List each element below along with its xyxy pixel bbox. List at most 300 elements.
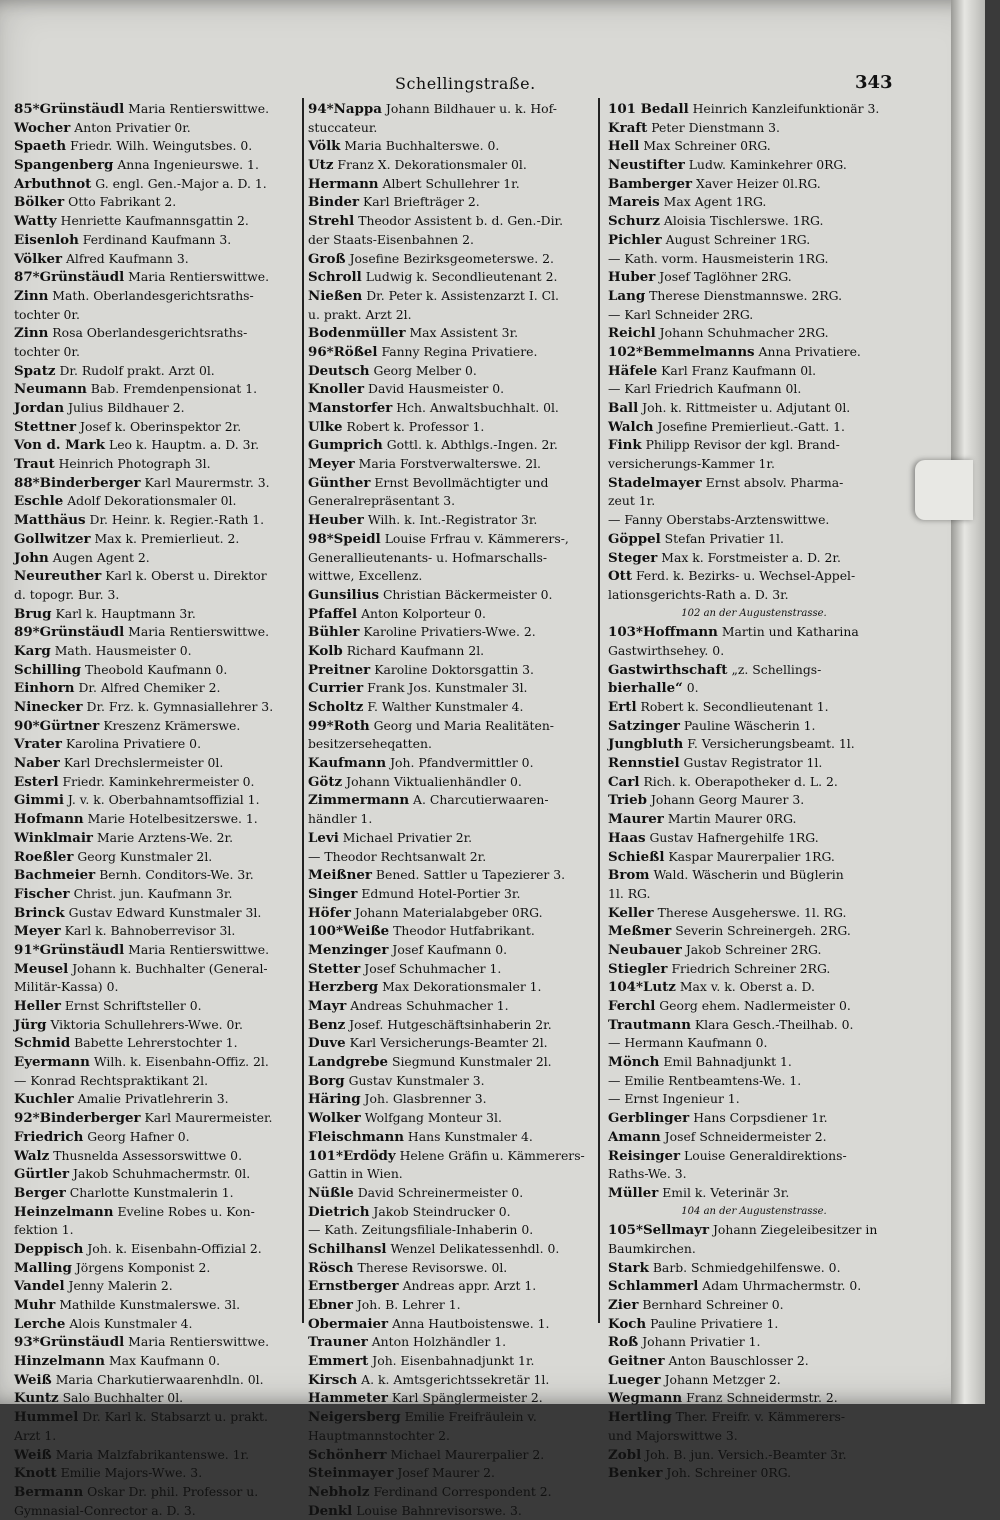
entry-details: Philipp Revisor der kgl. Brand- <box>645 437 840 453</box>
directory-entry <box>608 754 900 773</box>
directory-entry <box>608 661 900 680</box>
directory-entry <box>608 399 900 418</box>
directory-entry <box>14 1446 297 1465</box>
entry-details: Jakob Schreiner 2RG. <box>685 941 822 957</box>
entry-details: Joh. Pfandvermittler 0. <box>390 755 534 771</box>
entry-surname: Carl <box>608 773 640 790</box>
directory-entry <box>308 1184 597 1203</box>
directory-entry <box>14 773 297 792</box>
entry-details: Johann Materialabgeber 0RG. <box>354 904 543 920</box>
directory-entry <box>608 1371 900 1390</box>
entry-surname: 94*Nappa <box>308 101 382 117</box>
directory-entry <box>608 904 900 923</box>
entry-details: Gastwirthsehey. 0. <box>608 642 725 658</box>
entry-details: Gottl. k. Abthlgs.-Ingen. 2r. <box>386 437 558 453</box>
directory-entry <box>14 1277 297 1296</box>
entry-details: — Ernst Ingenieur 1. <box>608 1091 740 1107</box>
entry-details: Max Assistent 3r. <box>409 325 519 341</box>
entry-details: Rosa Oberlandesgerichtsraths- <box>52 325 248 341</box>
entry-details: tochter 0r. <box>14 306 80 322</box>
entry-details: Anna Privatiere. <box>758 343 861 359</box>
entry-surname: Stark <box>608 1259 649 1276</box>
entry-details: Martin und Katharina <box>721 624 859 640</box>
directory-entry <box>308 399 597 418</box>
entry-details: Thusnelda Assessorswittwe 0. <box>53 1147 243 1163</box>
entry-surname: Weiß <box>14 1446 52 1463</box>
directory-entry <box>608 1221 900 1240</box>
directory-entry <box>608 623 900 642</box>
directory-entry <box>308 1446 597 1465</box>
directory-entry <box>14 1109 297 1128</box>
entry-details: Mathilde Kunstmalerswe. 3l. <box>59 1297 241 1312</box>
entry-surname: Ertl <box>608 699 637 715</box>
entry-surname: Strehl <box>308 213 355 230</box>
directory-entry <box>14 1259 297 1278</box>
entry-details: Albert Schullehrer 1r. <box>382 175 520 191</box>
entry-surname: Eyermann <box>14 1054 90 1071</box>
directory-entry <box>308 175 597 194</box>
entry-details: Alfred Kaufmann 3. <box>65 250 189 266</box>
entry-details: — Kath. Zeitungsfiliale-Inhaberin 0. <box>308 1222 534 1238</box>
entry-surname: Keller <box>608 904 654 921</box>
directory-entry <box>308 1090 597 1109</box>
entry-surname: Kaufmann <box>308 755 387 772</box>
directory-entry <box>608 1333 900 1352</box>
entry-surname: Wolker <box>308 1110 361 1127</box>
entry-details: Hans Corpsdiener 1r. <box>693 1110 828 1126</box>
entry-details: Josef Taglöhner 2RG. <box>659 269 792 285</box>
entry-details: Dr. Frz. k. Gymnasiallehrer 3. <box>86 699 274 714</box>
entry-details: Adam Uhrmachermstr. 0. <box>702 1278 862 1294</box>
directory-entry <box>14 287 297 306</box>
entry-details: Charlotte Kunstmalerin 1. <box>69 1184 234 1200</box>
directory-entry <box>14 1296 297 1315</box>
entry-details: Karl k. Hauptmann 3r. <box>55 605 196 621</box>
entry-details: Julius Bildhauer 2. <box>68 400 185 415</box>
entry-surname: Herzberg <box>308 979 379 996</box>
entry-details: Math. Oberlandesgerichtsraths- <box>52 287 254 303</box>
entry-details: besitzerseheqatten. <box>308 736 432 752</box>
directory-entry <box>14 306 297 325</box>
directory-entry <box>608 137 900 156</box>
entry-details: Anna Hautboistenswe. 1. <box>392 1315 550 1331</box>
directory-entry <box>14 1053 297 1072</box>
entry-details: Johann Georg Maurer 3. <box>650 792 805 808</box>
entry-details: Emilie Freifräulein v. <box>404 1409 537 1425</box>
column-divider <box>598 98 600 1323</box>
entry-surname: Gastwirthschaft <box>608 661 728 678</box>
directory-entry <box>608 642 900 661</box>
entry-surname: Huber <box>608 269 656 286</box>
entry-details: Viktoria Schullehrers-Wwe. 0r. <box>50 1016 243 1032</box>
directory-entry <box>608 1389 900 1408</box>
entry-details: A. Charcutierwaaren- <box>413 792 549 808</box>
entry-details: Max Agent 1RG. <box>663 194 767 210</box>
directory-entry <box>308 754 597 773</box>
directory-entry <box>608 250 900 269</box>
directory-entry <box>14 418 297 437</box>
directory-entry <box>608 1090 900 1109</box>
directory-entry <box>608 1128 900 1147</box>
entry-surname: Mönch <box>608 1054 660 1071</box>
entry-details: versicherungs-Kammer 1r. <box>608 456 775 472</box>
entry-details: Karl Franz Kaufmann 0l. <box>661 362 817 378</box>
entry-details: Hch. Anwaltsbuchhalt. 0l. <box>396 400 559 415</box>
entry-details: Max v. k. Oberst a. D. <box>679 979 815 995</box>
directory-entry <box>608 100 900 119</box>
directory-entry <box>608 978 900 997</box>
entry-details: Otto Fabrikant 2. <box>68 194 177 210</box>
entry-surname: 104*Lutz <box>608 979 676 996</box>
directory-entry <box>608 1446 900 1465</box>
entry-details: Hauptmannstochter 2. <box>308 1427 450 1443</box>
directory-entry <box>308 1034 597 1053</box>
directory-entry <box>308 418 597 437</box>
directory-entry <box>308 193 597 212</box>
entry-surname: Karg <box>14 642 51 659</box>
directory-entry <box>608 212 900 231</box>
entry-surname: 88*Binderberger <box>14 474 141 491</box>
directory-entry <box>608 586 900 605</box>
entry-details: Stefan Privatier 1l. <box>664 530 784 546</box>
directory-entry <box>308 1464 597 1483</box>
entry-surname: Fischer <box>14 885 70 902</box>
entry-details: Gustav Edward Kunstmaler 3l. <box>68 904 262 920</box>
entry-surname: Höfer <box>308 904 351 921</box>
entry-details: Andreas Schuhmacher 1. <box>350 998 509 1013</box>
entry-details: Anton Kolporteur 0. <box>361 605 486 621</box>
directory-entry <box>308 904 597 923</box>
entry-details: Karl Maurermeister. <box>144 1110 273 1126</box>
directory-entry <box>308 735 597 754</box>
directory-entry <box>14 586 297 605</box>
entry-details: Gustav Hafnergehilfe 1RG. <box>649 829 819 845</box>
directory-entry <box>308 1333 597 1352</box>
directory-entry <box>608 1352 900 1371</box>
entry-details: Babette Lehrerstochter 1. <box>74 1035 238 1051</box>
entry-details: Max Schreiner 0RG. <box>643 138 771 154</box>
directory-entry <box>608 735 900 754</box>
entry-surname: Manstorfer <box>308 400 393 416</box>
entry-details: Bernh. Conditors-We. 3r. <box>99 867 254 883</box>
entry-surname: Gerblinger <box>608 1110 690 1127</box>
directory-entry <box>14 997 297 1016</box>
entry-details: August Schreiner 1RG. <box>665 231 811 247</box>
directory-entry <box>14 1315 297 1334</box>
directory-entry <box>308 978 597 997</box>
entry-details: Karl Spänglermeister 2. <box>391 1390 543 1406</box>
entry-details: Josef Schuhmacher 1. <box>364 960 502 976</box>
directory-entry <box>14 1090 297 1109</box>
entry-surname: Schroll <box>308 269 362 286</box>
directory-entry <box>608 1147 900 1166</box>
directory-entry <box>308 1408 597 1427</box>
entry-details: Max k. Premierlieut. 2. <box>94 530 240 546</box>
directory-entry <box>608 530 900 549</box>
directory-entry <box>608 997 900 1016</box>
entry-details: Georg und Maria Realitäten- <box>373 717 554 733</box>
entry-surname: Hertling <box>608 1409 672 1426</box>
entry-details: Pauline Privatiere 1. <box>650 1315 779 1331</box>
entry-surname: Gumprich <box>308 437 383 454</box>
entry-details: Peter Dienstmann 3. <box>651 119 780 135</box>
directory-entry <box>308 492 597 511</box>
entry-details: Dr. Peter k. Assistenzarzt I. Cl. <box>366 287 559 303</box>
entry-surname: Haas <box>608 829 646 846</box>
entry-surname: Neureuther <box>14 568 102 585</box>
entry-surname: Maurer <box>608 811 664 828</box>
directory-entry <box>308 1371 597 1390</box>
entry-details: Baumkirchen. <box>608 1240 696 1256</box>
entry-surname: Zinn <box>14 325 49 342</box>
entry-details: Louise Bahnrevisorswe. 3. <box>356 1502 522 1518</box>
entry-details: Ernst absolv. Pharma- <box>705 474 844 490</box>
entry-details: Johann k. Buchhalter (General- <box>72 960 268 976</box>
entry-surname: Eschle <box>14 493 64 510</box>
street-corner-note <box>608 605 900 624</box>
entry-surname: Meißner <box>308 867 372 884</box>
entry-details: Karoline Doktorsgattin 3. <box>374 661 534 677</box>
entry-details: Josefine Bezirksgeometerswe. 2. <box>349 250 554 266</box>
directory-entry <box>308 642 597 661</box>
entry-details: Michael Privatier 2r. <box>342 829 473 845</box>
entry-surname: Trautmann <box>608 1016 691 1033</box>
entry-surname: Roeßler <box>14 848 74 865</box>
entry-details: Friedr. Wilh. Weingutsbes. 0. <box>70 138 253 154</box>
entry-surname: Einhorn <box>14 680 75 697</box>
entry-details: wittwe, Excellenz. <box>308 568 423 584</box>
entry-surname: 93*Grünstäudl <box>14 1334 125 1351</box>
entry-surname: Trieb <box>608 792 648 809</box>
entry-surname: Jordan <box>14 400 65 416</box>
directory-entry <box>308 1259 597 1278</box>
directory-entry <box>308 848 597 867</box>
entry-surname: Schurz <box>608 213 660 230</box>
directory-entry <box>608 287 900 306</box>
directory-entry <box>14 1034 297 1053</box>
entry-details: Johann Metzger 2. <box>664 1371 781 1387</box>
directory-entry <box>14 866 297 885</box>
entry-details: Wilh. k. Int.-Registrator 3r. <box>367 512 538 528</box>
entry-details: F. Walther Kunstmaler 4. <box>367 699 524 714</box>
entry-surname: Stetter <box>308 960 361 977</box>
directory-entry <box>608 567 900 586</box>
entry-surname: Hinzelmann <box>14 1353 106 1370</box>
directory-entry <box>308 455 597 474</box>
directory-entry <box>14 735 297 754</box>
entry-details: Maria Rentierswittwe. <box>128 269 270 285</box>
directory-entry <box>14 1165 297 1184</box>
entry-surname: Preitner <box>308 661 371 678</box>
directory-entry <box>608 306 900 325</box>
directory-entry <box>14 698 297 717</box>
entry-details: Joh. Schreiner 0RG. <box>666 1465 792 1481</box>
entry-details: Theodor Hutfabrikant. <box>393 923 535 939</box>
directory-entry <box>14 324 297 343</box>
entry-details: Karl Maurermstr. 3. <box>144 474 270 490</box>
entry-surname: Schilhansl <box>308 1240 387 1257</box>
entry-surname: Hermann <box>308 175 379 192</box>
directory-entry <box>608 941 900 960</box>
entry-details: Gymnasial-Conrector a. D. 3. <box>14 1502 196 1518</box>
entry-surname: Kuntz <box>14 1390 59 1407</box>
entry-details: Friedr. Kaminkehrermeister 0. <box>62 773 255 789</box>
directory-entry <box>308 212 597 231</box>
directory-entry <box>14 156 297 175</box>
directory-entry <box>308 1147 597 1166</box>
entry-details: Karl k. Oberst u. Direktor <box>105 568 267 584</box>
directory-entry <box>608 511 900 530</box>
entry-details: Friedrich Schreiner 2RG. <box>671 960 831 976</box>
directory-entry <box>308 997 597 1016</box>
entry-details: Franz Schneidermstr. 2. <box>686 1390 838 1406</box>
entry-details: Johann Viktualienhändler 0. <box>346 773 522 789</box>
entry-surname: Spangenberg <box>14 157 114 174</box>
entry-surname: Jürg <box>14 1016 47 1033</box>
directory-entry <box>608 791 900 810</box>
entry-surname: Watty <box>14 213 57 230</box>
entry-surname: Meyer <box>308 456 355 473</box>
entry-details: u. prakt. Arzt 2l. <box>308 306 412 322</box>
directory-entry <box>608 231 900 250</box>
entry-details: Maria Rentierswittwe. <box>128 941 270 957</box>
entry-details: Adolf Dekorationsmaler 0l. <box>67 493 237 509</box>
entry-surname: Zobl <box>608 1446 642 1463</box>
entry-surname: Benz <box>308 1016 346 1033</box>
directory-entry <box>14 960 297 979</box>
directory-entry <box>308 1483 597 1502</box>
directory-entry <box>14 399 297 418</box>
entry-details: Anton Bauschlosser 2. <box>668 1353 809 1369</box>
entry-surname: Winklmair <box>14 829 93 846</box>
entry-surname: Emmert <box>308 1353 369 1370</box>
entry-details: „z. Schellings- <box>731 661 822 677</box>
directory-entry <box>308 1016 597 1035</box>
column-divider <box>302 98 304 1323</box>
entry-surname: 103*Hoffmann <box>608 624 718 641</box>
directory-entry <box>608 380 900 399</box>
entry-surname: Mayr <box>308 998 347 1014</box>
entry-surname: Binder <box>308 194 360 211</box>
entry-details: Xaver Heizer 0l.RG. <box>696 175 821 191</box>
entry-details: Helene Gräfin u. Kämmerers- <box>399 1147 585 1163</box>
entry-surname: Ninecker <box>14 699 83 715</box>
directory-entry <box>308 661 597 680</box>
entry-surname: Rennstiel <box>608 755 680 772</box>
directory-entry <box>14 754 297 773</box>
entry-details: — Kath. vorm. Hausmeisterin 1RG. <box>608 250 829 266</box>
entry-details: Georg Melber 0. <box>373 362 477 378</box>
entry-surname: Eisenloh <box>14 231 79 248</box>
directory-entry <box>608 474 900 493</box>
entry-surname: Obermaier <box>308 1315 389 1332</box>
entry-details: Louise Generaldirektions- <box>684 1147 847 1163</box>
entry-surname: Neumann <box>14 381 87 398</box>
entry-surname: Menzinger <box>308 941 389 958</box>
entry-surname: Nebholz <box>308 1483 370 1500</box>
entry-surname: Wocher <box>14 119 71 136</box>
directory-entry <box>308 511 597 530</box>
directory-entry <box>14 1221 297 1240</box>
entry-surname: Vandel <box>14 1278 65 1295</box>
directory-entry <box>14 530 297 549</box>
entry-details: Martin Maurer 0RG. <box>667 811 797 827</box>
entry-details: Ferd. k. Bezirks- u. Wechsel-Appel- <box>636 568 856 584</box>
directory-entry <box>608 193 900 212</box>
entry-details: Wald. Wäscherin und Büglerin <box>653 867 844 883</box>
entry-details: Joh. Glasbrenner 3. <box>364 1091 487 1107</box>
page-edge <box>951 0 985 1404</box>
directory-entry <box>608 866 900 885</box>
entry-details: Maria Forstverwalterswe. 2l. <box>358 456 541 472</box>
entry-surname: Müller <box>608 1184 659 1201</box>
entry-details: Bernhard Schreiner 0. <box>642 1297 784 1312</box>
entry-surname: Pfaffel <box>308 605 358 622</box>
entry-details: zeut 1r. <box>608 493 656 509</box>
entry-details: Christ. jun. Kaufmann 3r. <box>73 885 233 901</box>
entry-surname: Ebner <box>308 1297 353 1313</box>
directory-entry <box>14 474 297 493</box>
page-title: Schellingstraße. <box>395 74 536 93</box>
directory-entry <box>308 1165 597 1184</box>
directory-entry <box>308 549 597 568</box>
entry-surname: 96*Rößel <box>308 343 378 360</box>
entry-details: und Majorswittwe 3. <box>608 1427 738 1443</box>
directory-entry <box>308 250 597 269</box>
directory-entry <box>14 119 297 138</box>
directory-entry <box>308 1389 597 1408</box>
entry-surname: Spaeth <box>14 138 67 155</box>
entry-surname: Ott <box>608 568 633 585</box>
entry-surname: Landgrebe <box>308 1054 389 1071</box>
directory-entry <box>608 418 900 437</box>
directory-entry <box>308 773 597 792</box>
directory-entry <box>14 848 297 867</box>
entry-details: Dr. Rudolf prakt. Arzt 0l. <box>59 362 215 378</box>
entry-surname: Lang <box>608 287 646 304</box>
directory-entry <box>308 362 597 381</box>
entry-surname: 92*Binderberger <box>14 1110 141 1127</box>
entry-surname: 90*Gürtner <box>14 717 100 734</box>
directory-entry <box>14 791 297 810</box>
directory-entry <box>14 1408 297 1427</box>
directory-entry <box>14 175 297 194</box>
directory-entry <box>308 717 597 736</box>
entry-details: Bened. Sattler u Tapezierer 3. <box>375 867 566 883</box>
entry-details: Robert k. Professor 1. <box>346 418 485 434</box>
entry-details: Maria Rentierswittwe. <box>128 624 270 640</box>
entry-surname: 89*Grünstäudl <box>14 624 125 641</box>
entry-surname: Gimmi <box>14 792 64 809</box>
entry-details: Klara Gesch.-Theilhab. 0. <box>694 1016 854 1032</box>
entry-details: Ther. Freifr. v. Kämmerers- <box>675 1409 846 1425</box>
entry-details: 1l. RG. <box>608 885 651 901</box>
entry-surname: 101 Bedall <box>608 101 689 117</box>
entry-details: Kreszenz Krämerswe. <box>103 717 241 733</box>
entry-details: — Fanny Oberstabs-Arztenswittwe. <box>608 512 830 528</box>
entry-details: d. topogr. Bur. 3. <box>14 586 120 602</box>
entry-surname: 101*Erdödy <box>308 1147 396 1164</box>
directory-entry <box>308 698 597 717</box>
directory-entry <box>14 1016 297 1035</box>
directory-entry <box>608 1464 900 1483</box>
entry-surname: Utz <box>308 157 334 174</box>
entry-surname: Brinck <box>14 904 65 921</box>
entry-surname: Deppisch <box>14 1240 84 1257</box>
entry-surname: Denkl <box>308 1502 353 1519</box>
directory-entry <box>308 829 597 848</box>
directory-entry <box>608 175 900 194</box>
